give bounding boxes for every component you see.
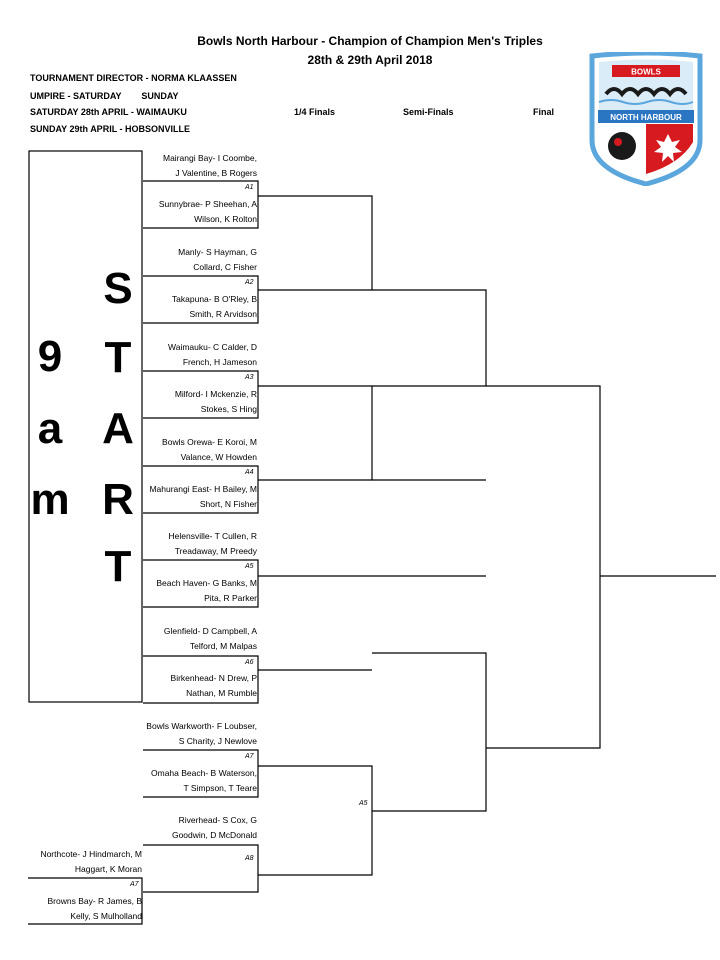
team-northcote: Northcote- J Hindmarch, M Haggart, K Moran: [40, 849, 142, 874]
slot-a5: A5: [245, 563, 254, 570]
start-letter-a: A: [102, 404, 134, 453]
start-letter-s: S: [103, 264, 133, 313]
slot-a8: A8: [245, 855, 254, 862]
start-time-m: m: [30, 475, 70, 524]
qf4-box: [258, 766, 372, 875]
start-letter-t: T: [104, 333, 132, 382]
sf1-box: [372, 290, 486, 386]
team-beach-haven: Beach Haven- G Banks, M Pita, R Parker: [156, 578, 257, 603]
page-subtitle: 28th & 29th April 2018: [307, 53, 433, 67]
start-time-a: a: [37, 404, 63, 453]
sunday-venue: SUNDAY 29th APRIL - HOBSONVILLE: [30, 124, 191, 134]
slot-a4: A4: [245, 469, 254, 476]
bowls-north-harbour-logo: [588, 52, 704, 186]
svg-text:NORTH HARBOUR: NORTH HARBOUR: [610, 113, 682, 122]
team-takapuna: Takapuna- B O'Rley, B Smith, R Arvidson: [171, 294, 257, 319]
slot-a7: A7: [245, 753, 254, 760]
team-birkenhead: Birkenhead- N Drew, P Nathan, M Rumble: [170, 673, 257, 698]
team-riverhead: Riverhead- S Cox, G Goodwin, D McDonald: [171, 815, 257, 840]
team-browns-bay: Browns Bay- R James, B Kelly, S Mulholland: [47, 896, 142, 921]
slot-a2: A2: [245, 279, 254, 286]
final-box: [486, 386, 600, 748]
saturday-venue: SATURDAY 28th APRIL - WAIMAUKU: [30, 107, 187, 117]
team-manly: Manly- S Hayman, G Collard, C Fisher: [178, 247, 257, 272]
round-label-final: Final: [533, 107, 555, 117]
start-letter-t2: T: [104, 542, 132, 591]
slot-a6: A6: [245, 659, 254, 666]
round-label-quarter: 1/4 Finals: [294, 107, 336, 117]
team-mahurangi-east: Mahurangi East- H Bailey, M Short, N Fisher: [149, 484, 257, 509]
team-bowls-orewa: Bowls Orewa- E Koroi, M Valance, W Howden: [162, 437, 257, 462]
team-milford: Milford- I Mckenzie, R Stokes, S Hing: [174, 389, 257, 414]
tournament-director: TOURNAMENT DIRECTOR - NORMA KLAASSEN: [30, 73, 237, 83]
slot-a7-left: A7: [130, 881, 139, 888]
svg-text:BOWLS: BOWLS: [631, 67, 661, 77]
slot-a3: A3: [245, 374, 254, 381]
qf2-box: [258, 386, 372, 480]
team-sunnybrae: Sunnybrae- P Sheehan, A Wilson, K Rolton: [158, 199, 257, 224]
team-helensville: Helensville- T Cullen, R Treadaway, M Preedy: [168, 531, 257, 556]
page-title: Bowls North Harbour - Champion of Champion Men's Triples: [197, 34, 543, 48]
sf2-box: [372, 653, 486, 811]
round-label-semi: Semi-Finals: [403, 107, 454, 117]
team-bowls-warkworth: Bowls Warkworth- F Loubser, S Charity, J Newlove: [146, 721, 257, 746]
slot-a1: A1: [245, 184, 254, 191]
start-letter-r: R: [102, 475, 134, 524]
qf1-box: [258, 196, 372, 290]
team-mairangi-bay: Mairangi Bay- I Coombe, J Valentine, B Rogers: [162, 153, 257, 178]
team-omaha-beach: Omaha Beach- B Waterson, T Simpson, T Teare: [151, 768, 257, 793]
slot-a5-mid: A5: [359, 800, 368, 807]
umpire-line: UMPIRE - SATURDAY SUNDAY: [30, 91, 179, 101]
team-waimauku: Waimauku- C Calder, D French, H Jameson: [168, 342, 257, 367]
match-a8-box: [143, 845, 258, 892]
start-time-9: 9: [37, 332, 63, 381]
team-glenfield: Glenfield- D Campbell, A Telford, M Malpas: [163, 626, 257, 651]
